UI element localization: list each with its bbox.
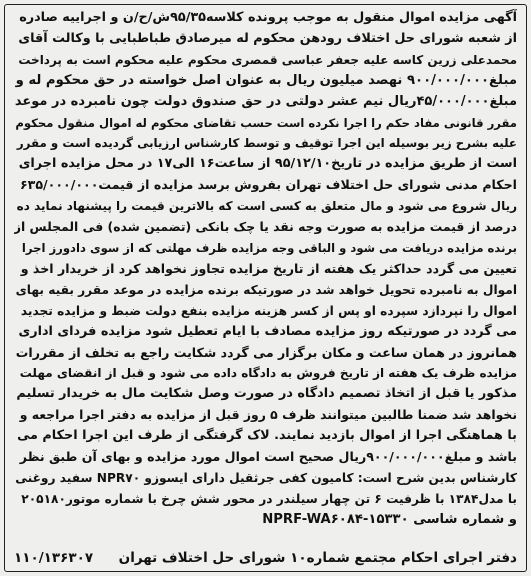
notice-line: و شماره شاسی NPRF-WA۶۰۸۴-۱۵۳۳۰ xyxy=(262,511,517,527)
notice-line: نخواهد شد ضمنا طالبین میتوانند ظرف ۵ روز قبل از مزایده به دفتر اجرا مراجعه و xyxy=(19,407,517,423)
notice-footer xyxy=(14,550,517,566)
notice-line: آگهی مزایده اموال منقول به موجب پرونده کلاسه۹۵/۳۵ش/ح/ن و اجراییه صادره xyxy=(19,10,517,25)
notice-line: اموال را نپردازد سپرده او پس از کسر هزینه مزایده بنفع دولت ضبط و مزایده تجدید xyxy=(20,303,517,318)
notice-line: مبلغ۴۵/۰۰۰/۰۰۰ریال نیم عشر دولتی در حق صندوق دولت چون نامبرده در موعد xyxy=(14,93,517,109)
auction-notice-body xyxy=(14,8,517,531)
notice-line: است از طریق مزایده در تاریخ۹۵/۱۲/۱۰ از ساعت۱۶ الی۱۷ در محل مزایده اجرای xyxy=(18,156,517,172)
notice-line: مقرر قانونی مفاد حکم را اجرا نکرده است حسب تقاضای محکوم له اموال منقول محکوم xyxy=(15,115,517,130)
notice-line: باشد و مبلغ۹۰۰/۰۰۰/۰۰۰ریال صحیح است اموال مورد مزایده و بهای آن طبق نظر xyxy=(19,449,517,465)
notice-line: با هماهنگی اجرا از اموال بازدید نمایند. لاک گرفتگی از طرف این اجرا احکام می xyxy=(17,428,517,444)
notice-line: ریال شروع می شود و مال متعلق به کسی است که بالاترین قیمت را پیشنهاد نماید ده xyxy=(16,199,517,214)
notice-line: برنده مزایده دریافت می شود و الباقی وجه مزایده ظرف مهلتی که از سوی دادورز اجرا xyxy=(21,240,517,255)
notice-line: با مدل۱۳۸۴ با ظرفیت ۶ تن چهار سیلندر در محور شش چرخ با شماره موتور۲۰۵۱۸۰ xyxy=(21,491,517,506)
issuing-office: دفتر اجرای احکام مجتمع شماره۱۰ شورای حل اختلاف تهران xyxy=(118,550,517,566)
notice-line: همانروز در همان ساعت و مکان برگزار می گردد شکایت راجع به تخلف از مقررات xyxy=(15,344,517,360)
notice-line: درصد از قیمت مزایده به صورت وجه نقد یا چک بانکی (تضمین شده) فی المجلس از xyxy=(14,219,517,235)
notice-line: احکام مدنی شورای حل اختلاف تهران بفروش برسد مزایده از قیمت۶۳۵/۰۰۰/۰۰۰ xyxy=(20,177,517,193)
notice-line: تعیین می گردد حداکثر یک هفته از تاریخ مزایده تجاوز نخواهد کرد از خریدار اخذ و xyxy=(20,260,517,276)
notice-line: مذکور یا قبل از اتخاذ تصمیم دادگاه در صورت وصل شکایت مال به خریدار تسلیم xyxy=(16,386,517,402)
notice-line: علیه بشرح زیر بوسیله این اجرا توقیف و توسط کارشناس ارزیابی گردیده است و مقرر xyxy=(16,136,517,151)
notice-line: مزایده ظرف یک هفته از تاریخ فروش به دادگاه داده می شود و قبل از انقضای مهلت xyxy=(19,366,517,381)
notice-line: اموال به نامبرده تحویل خواهد شد در صورتیکه برنده مزایده در موعد مقرر بقیه بهای xyxy=(15,282,517,297)
notice-line: می گردد در صورتیکه روز مزایده مصادف با ایام تعطیل شود مزایده فردای اداری xyxy=(18,323,517,339)
notice-line: از شعبه شورای حل اختلاف رودهن محکوم له میرصادق طباطبایی با وکالت آقای xyxy=(18,30,517,46)
notice-line: کارشناس بدین شرح است: کامیون کفی جرثقیل دارای ایسوزو NPR۷۰ سفید روغنی xyxy=(15,470,517,485)
notice-line: مبلغ۹۰۰/۰۰۰/۰۰۰ نهصد میلیون ریال به عنوان اصل خواسته در حق محکوم له و xyxy=(15,72,517,88)
notice-code: ۱۱۰/۱۳۶۳۰۷ xyxy=(14,550,94,566)
notice-line: محمدعلی زرین کاسه علیه جعفر عباسی قمصری محکوم علیه محکوم است به پرداخت xyxy=(18,52,517,67)
